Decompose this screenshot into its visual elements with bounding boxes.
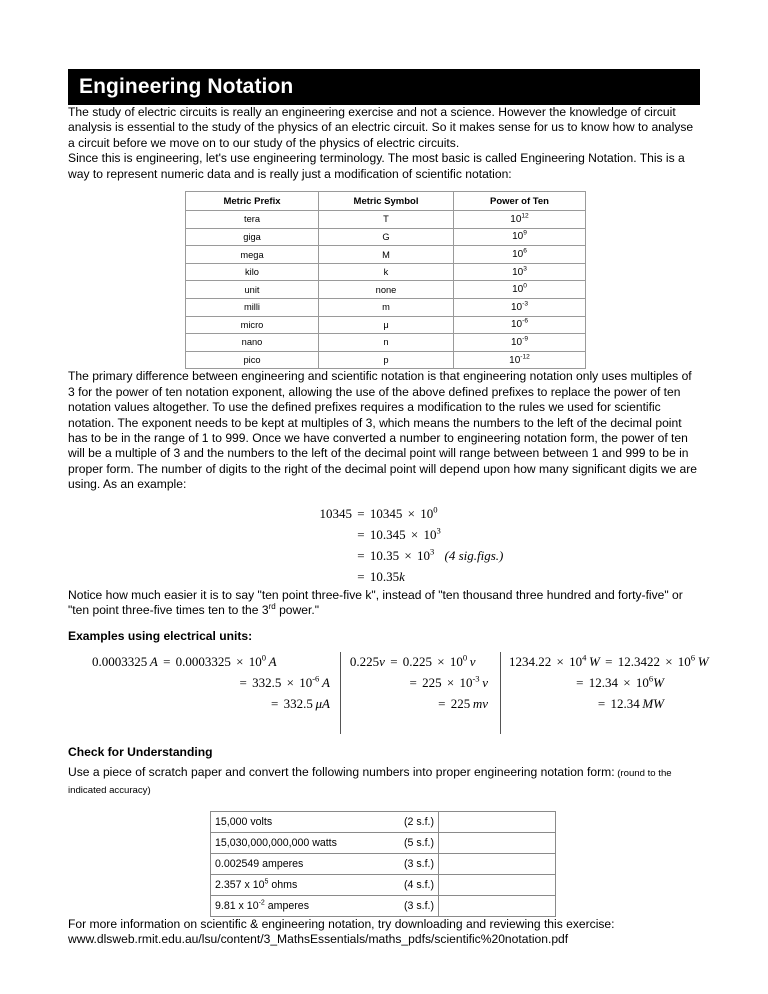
cell-metric-symbol: μ [319, 316, 454, 334]
example-exponent: 6 [648, 674, 654, 685]
example-equation-block [68, 504, 700, 588]
example-base: 10 [635, 675, 649, 691]
equation-line-2 [296, 525, 700, 546]
notice-paragraph [68, 588, 700, 619]
example-lhs-exponent: 4 [582, 653, 587, 664]
example-exponent: 0 [462, 653, 468, 664]
ordinal-suffix: rd [268, 602, 276, 611]
equation-base: 10 [423, 527, 437, 543]
times-sign: × [623, 675, 631, 691]
example-unit: W [653, 675, 664, 691]
equation-mantissa: 10.35 [369, 548, 400, 564]
cell-answer-blank[interactable] [439, 896, 556, 917]
equals-sign: = [576, 675, 584, 691]
intro-paragraph-1: The study of electric circuits is really an engineering exercise and not a science. However the knowledge of circuit analysis is essential to the study of the physics of an electric circuit. So it makes sense for us to know how to analyse a circuit before we move on to our study of the physics of electric circuits. [68, 105, 694, 150]
footer-url[interactable]: www.dlsweb.rmit.edu.au/lsu/content/3_MathsEssentials/maths_pdfs/scientific%20notation.pdf [68, 932, 569, 947]
example-prefix: m [472, 696, 483, 712]
column-header-prefix: Metric Prefix [186, 192, 319, 211]
example-line-3 [350, 694, 500, 715]
question-sig-figs: (5 s.f.) [403, 837, 434, 850]
times-sign: × [407, 506, 415, 522]
cell-metric-symbol: G [319, 228, 454, 246]
cell-metric-symbol: p [319, 351, 454, 369]
cell-question [211, 812, 439, 833]
instruction-main-text: Use a piece of scratch paper and convert the following numbers into proper engineering notation form: [68, 765, 615, 780]
footer-info-line: For more information on scientific & engineering notation, try downloading and reviewing this exercise: [68, 917, 615, 932]
example-mantissa: 12.34 [588, 675, 619, 691]
example-mantissa: 225 [422, 675, 442, 691]
cell-power-of-ten: $10^{-3}$ [454, 299, 586, 317]
cell-power-of-ten: $10^{-9}$ [454, 334, 586, 352]
example-line-2 [92, 673, 334, 694]
significant-figures-note: (4 sig.figs.) [444, 548, 504, 564]
page-title: Engineering Notation [79, 75, 294, 98]
example-mantissa: 12.34 [610, 696, 640, 712]
example-lhs-unit: W [589, 654, 600, 670]
equation-exponent: 0 [433, 504, 438, 515]
cell-question [211, 875, 439, 896]
instruction-accuracy-note: (round to the indicated accuracy) [68, 768, 672, 796]
example-unit: v [469, 654, 476, 670]
cell-metric-symbol: none [319, 281, 454, 299]
equation-mantissa: 10345 [369, 506, 403, 522]
equation-lhs: 10345 [319, 506, 352, 522]
cell-metric-symbol: n [319, 334, 454, 352]
table-row [211, 812, 556, 833]
question-sig-figs: (2 s.f.) [403, 816, 434, 829]
times-sign: × [236, 654, 244, 670]
example-lhs-value: 0.225 [349, 654, 380, 670]
question-value: 15,000 volts [215, 816, 273, 829]
example-line-3 [92, 694, 334, 715]
question-value: 2.357 x $10^5$ ohms [215, 878, 298, 892]
table-row [186, 211, 586, 229]
example-line-1 [350, 652, 500, 673]
example-unit: A [268, 654, 277, 670]
example-base: 10 [449, 654, 463, 670]
example-unit: W [653, 696, 664, 712]
equals-sign: = [605, 654, 613, 670]
column-header-symbol: Metric Symbol [319, 192, 454, 211]
cell-power-of-ten: $10^9$ [454, 228, 586, 246]
cell-answer-blank[interactable] [439, 854, 556, 875]
example-exponent: -6 [312, 674, 320, 685]
cell-power-of-ten: $10^0$ [454, 281, 586, 299]
times-sign: × [665, 654, 673, 670]
example-lhs-base: 10 [569, 654, 583, 670]
example-mantissa: 0.225 [402, 654, 433, 670]
example-unit: A [321, 675, 330, 691]
example-mantissa: 0.0003325 [175, 654, 231, 670]
example-mantissa: 12.3422 [617, 654, 660, 670]
equation-line-1 [296, 504, 700, 525]
example-line-1 [509, 652, 709, 673]
table-row [186, 316, 586, 334]
cell-question [211, 896, 439, 917]
question-sig-figs: (4 s.f.) [403, 879, 434, 892]
equation-mantissa: 10.345 [369, 527, 406, 543]
cell-power-of-ten: $10^{12}$ [454, 211, 586, 229]
example-base: 10 [677, 654, 691, 670]
example-line-3 [509, 694, 700, 715]
table-header-row [186, 192, 586, 211]
table-row [186, 246, 586, 264]
cell-metric-symbol: m [319, 299, 454, 317]
examples-heading: Examples using electrical units: [68, 629, 253, 644]
example-column-power [500, 652, 709, 734]
cell-question [211, 854, 439, 875]
notice-text-part2: power." [275, 603, 320, 618]
times-sign: × [446, 675, 455, 691]
equals-sign: = [357, 569, 365, 585]
metric-prefix-table-container [68, 191, 700, 369]
table-row [186, 351, 586, 369]
cell-metric-prefix: kilo [186, 263, 319, 281]
equals-sign: = [438, 696, 446, 712]
example-mantissa: 332.5 [252, 675, 282, 691]
example-lhs-unit: v [379, 654, 385, 670]
question-value: 15,030,000,000,000 watts [215, 837, 337, 850]
check-understanding-heading: Check for Understanding [68, 744, 213, 759]
table-row [211, 896, 556, 917]
times-sign: × [556, 654, 564, 670]
example-unit: v [482, 675, 488, 691]
check-understanding-instruction [68, 765, 700, 798]
equals-sign: = [163, 654, 171, 670]
cell-metric-prefix: pico [186, 351, 319, 369]
equals-sign: = [357, 527, 365, 543]
example-exponent: 6 [690, 653, 696, 664]
example-lhs-value: 1234.22 [509, 654, 552, 670]
times-sign: × [410, 527, 419, 543]
example-base: 10 [459, 675, 473, 691]
cell-answer-blank[interactable] [439, 875, 556, 896]
cell-answer-blank[interactable] [439, 833, 556, 854]
table-row [186, 281, 586, 299]
table-row [211, 854, 556, 875]
equation-base: 10 [416, 548, 430, 564]
example-lhs-unit: A [149, 654, 158, 670]
electrical-examples-container [68, 652, 709, 734]
cell-metric-symbol: M [319, 246, 454, 264]
cell-power-of-ten: $10^{-12}$ [454, 351, 586, 369]
example-lhs-value: 0.0003325 [92, 654, 148, 670]
equation-result: 10.35 [369, 569, 400, 585]
notice-text-part1: Notice how much easier it is to say "ten point three-five k", instead of "ten thousand three hundred and forty-five" or "ten point three-five times ten to the 3 [68, 587, 683, 618]
exercise-table [210, 811, 556, 917]
page-title-banner [68, 69, 700, 105]
metric-prefix-table [185, 191, 586, 369]
cell-power-of-ten: $10^{-6}$ [454, 316, 586, 334]
example-line-2 [350, 673, 500, 694]
example-unit: A [321, 696, 330, 712]
cell-metric-prefix: nano [186, 334, 319, 352]
question-sig-figs: (3 s.f.) [403, 858, 434, 871]
equation-unit-prefix: k [399, 569, 405, 585]
cell-metric-symbol: k [319, 263, 454, 281]
example-column-voltage [340, 652, 500, 734]
primary-difference-paragraph: The primary difference between engineering and scientific notation is that engineering notation only uses multiples of 3 for the power of ten notation exponent, allowing the use of the above defined prefixes to replace the power of ten notation values altogether. To use the defined prefixes requires a modification to the rules we used for scientific notation. The exponent needs to be kept at multiples of 3, which means the numbers to the left of the decimal point has to be in the range of 1 to 999. Once we have converted a number to engineering notation form, the power of ten will be a multiple of 3 and the numbers to the left of the decimal point will range between between 1 and 999 to be in proper form. The number of digits to the right of the decimal point will depend upon how many significant digits we are using. As an example: [68, 369, 697, 492]
equation-line-4 [296, 567, 700, 588]
equals-sign: = [357, 506, 365, 522]
example-line-2 [509, 673, 700, 694]
equals-sign: = [390, 654, 398, 670]
equation-exponent: 3 [429, 546, 435, 557]
example-base: 10 [299, 675, 313, 691]
table-row [211, 875, 556, 896]
equals-sign: = [270, 696, 279, 712]
times-sign: × [286, 675, 294, 691]
times-sign: × [437, 654, 445, 670]
question-value: 9.81 x $10^{-2}$ amperes [215, 899, 309, 913]
example-prefix: μ [315, 696, 322, 712]
equation-exponent: 3 [436, 525, 441, 536]
example-exponent: 0 [261, 653, 267, 664]
example-exponent: -3 [472, 674, 480, 685]
example-base: 10 [248, 654, 262, 670]
question-value: 0.002549 amperes [215, 858, 304, 871]
cell-metric-prefix: mega [186, 246, 319, 264]
table-row [186, 263, 586, 281]
example-mantissa: 332.5 [283, 696, 313, 712]
cell-question [211, 833, 439, 854]
column-header-power: Power of Ten [454, 192, 586, 211]
question-sig-figs: (3 s.f.) [403, 900, 434, 913]
equals-sign: = [357, 548, 365, 564]
intro-paragraph-2: Since this is engineering, let's use engineering terminology. The most basic is called Engineering Notation. This is a way to represent numeric data and is really just a modification of scientific notation: [68, 151, 685, 181]
example-unit: W [697, 654, 709, 670]
equals-sign: = [239, 675, 247, 691]
equation-base: 10 [420, 506, 434, 522]
table-row [186, 334, 586, 352]
equals-sign: = [597, 696, 606, 712]
example-mantissa: 225 [450, 696, 471, 712]
example-prefix: M [642, 696, 654, 712]
cell-metric-prefix: tera [186, 211, 319, 229]
table-row [211, 833, 556, 854]
cell-metric-symbol: T [319, 211, 454, 229]
cell-metric-prefix: giga [186, 228, 319, 246]
cell-metric-prefix: unit [186, 281, 319, 299]
equals-sign: = [409, 675, 417, 691]
example-line-1 [92, 652, 334, 673]
times-sign: × [404, 548, 412, 564]
table-row [186, 228, 586, 246]
cell-answer-blank[interactable] [439, 812, 556, 833]
exercise-table-container [68, 811, 700, 917]
example-unit: v [482, 696, 488, 712]
table-row [186, 299, 586, 317]
cell-power-of-ten: $10^6$ [454, 246, 586, 264]
cell-power-of-ten: $10^3$ [454, 263, 586, 281]
document-page [68, 0, 709, 948]
equation-line-3 [296, 546, 700, 567]
cell-metric-prefix: micro [186, 316, 319, 334]
cell-metric-prefix: milli [186, 299, 319, 317]
example-column-current [92, 652, 340, 715]
